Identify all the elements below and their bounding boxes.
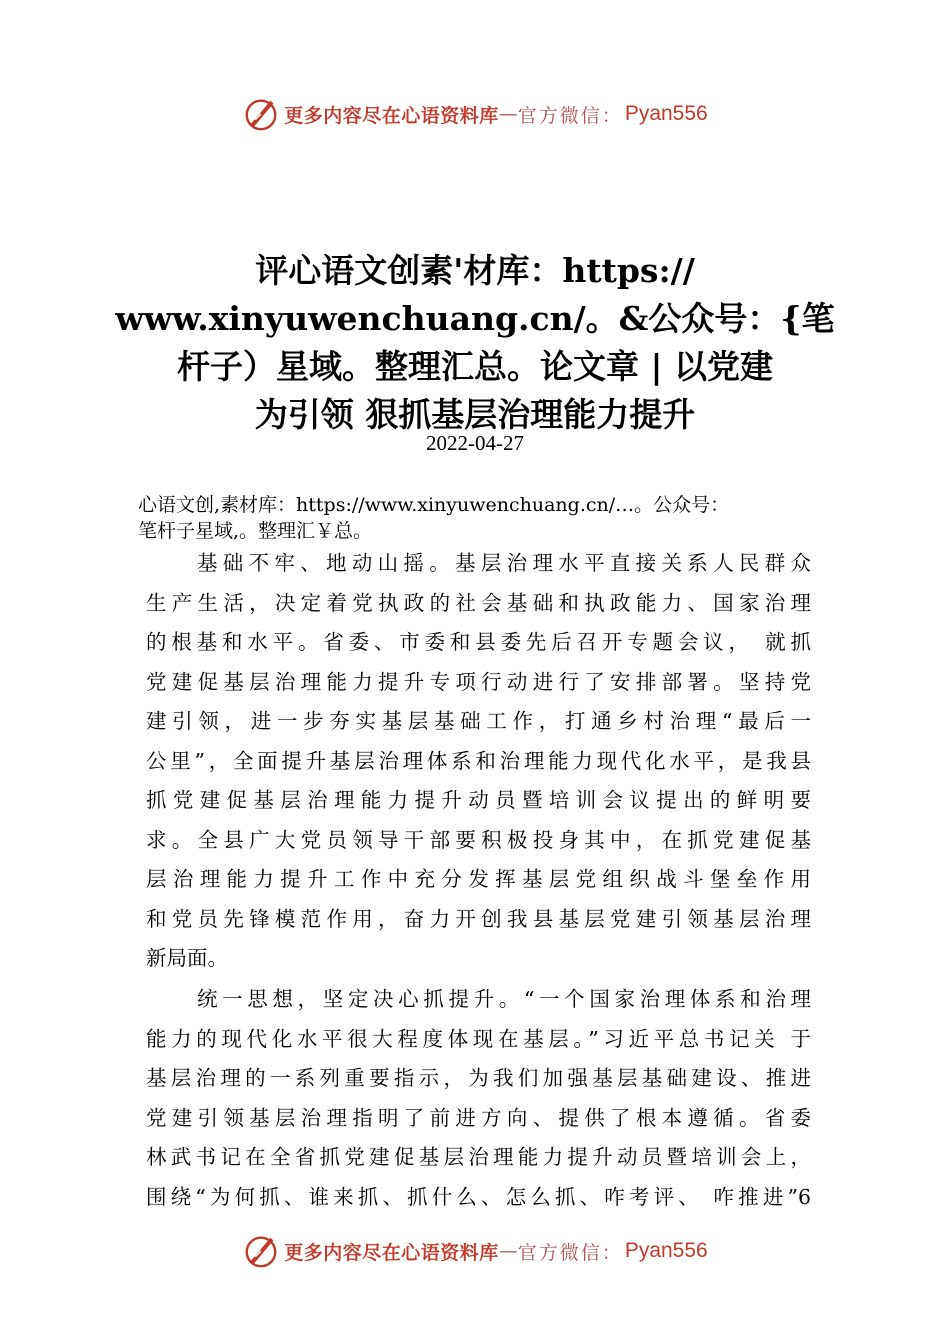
header-wechat-id: Pyan556 <box>624 102 708 125</box>
footer-banner <box>0 1231 950 1271</box>
pen-quill-icon <box>242 1232 280 1270</box>
body-line: 围绕“为何抓、谁来抓、抓什么、怎么抓、咋考评、 咋推进”6 <box>146 1185 811 1209</box>
body-line: 抓党建促基层治理能力提升动员暨培训会议提出的鲜明要 <box>146 788 811 812</box>
footer-wechat-label: 官方微信： <box>517 1241 623 1264</box>
body-line: 党建促基层治理能力提升专项行动进行了安排部署。坚持党 <box>146 670 811 694</box>
body-line: 的根基和水平。省委、市委和县委先后召开专题会议， 就抓 <box>146 630 811 654</box>
body-line: 生产生活，决定着党执政的社会基础和执政能力、国家治理 <box>146 591 811 615</box>
body-line: 求。全县广大党员领导干部要积极投身其中，在抓党建促基 <box>146 828 811 852</box>
body-line: 林武书记在全省抓党建促基层治理能力提升动员暨培训会上， <box>146 1145 811 1169</box>
source-note <box>138 492 938 544</box>
title-line: 为引领 狠抓基层治理能力提升 <box>254 395 696 434</box>
body-line: 基础不牢、地动山摇。基层治理水平直接关系人民群众 <box>197 551 811 575</box>
publish-date: 2022-04-27 <box>426 431 524 455</box>
body-line: 党建引领基层治理指明了前进方向、提供了根本遵循。省委 <box>146 1106 811 1130</box>
header-banner-text: 更多内容尽在心语资料库 <box>284 104 499 127</box>
header-wechat-label: 官方微信： <box>517 104 623 127</box>
title-line: www.xinyuwenchuang.cn/。&公众号：{笔 <box>115 299 835 338</box>
header-banner <box>0 94 950 134</box>
header-banner-separator: — <box>498 103 518 125</box>
source-line: 笔杆子星域,。整理汇￥总。 <box>138 520 373 542</box>
body-line: 统一思想，坚定决心抓提升。“一个国家治理体系和治理 <box>197 987 811 1011</box>
body-line: 建引领，进一步夯实基层基础工作，打通乡村治理“最后一 <box>146 709 811 733</box>
footer-banner-separator: — <box>498 1240 518 1262</box>
body-line: 新局面。 <box>146 946 228 970</box>
body-line: 基层治理的一系列重要指示，为我们加强基层基础建设、推进 <box>146 1066 811 1090</box>
body-line: 层治理能力提升工作中充分发挥基层党组织战斗堡垒作用 <box>146 867 811 891</box>
footer-wechat-id: Pyan556 <box>624 1239 708 1262</box>
pen-quill-icon <box>242 95 280 133</box>
body-line: 能力的现代化水平很大程度体现在基层。”习近平总书记关 于 <box>146 1027 811 1051</box>
title-line: 评心语文创素'材库：https:// <box>255 251 695 290</box>
source-line: 心语文创,素材库：https://www.xinyuwenchuang.cn/…。公众号： <box>138 494 730 516</box>
body-line: 和党员先锋模范作用，奋力开创我县基层党建引领基层治理 <box>146 907 811 931</box>
article-title <box>100 247 850 439</box>
footer-banner-text: 更多内容尽在心语资料库 <box>284 1241 499 1264</box>
body-line: 公里”，全面提升基层治理体系和治理能力现代化水平，是我县 <box>146 749 811 773</box>
title-line: 杆子）星域。整理汇总。论文章 | 以党建 <box>177 347 773 386</box>
